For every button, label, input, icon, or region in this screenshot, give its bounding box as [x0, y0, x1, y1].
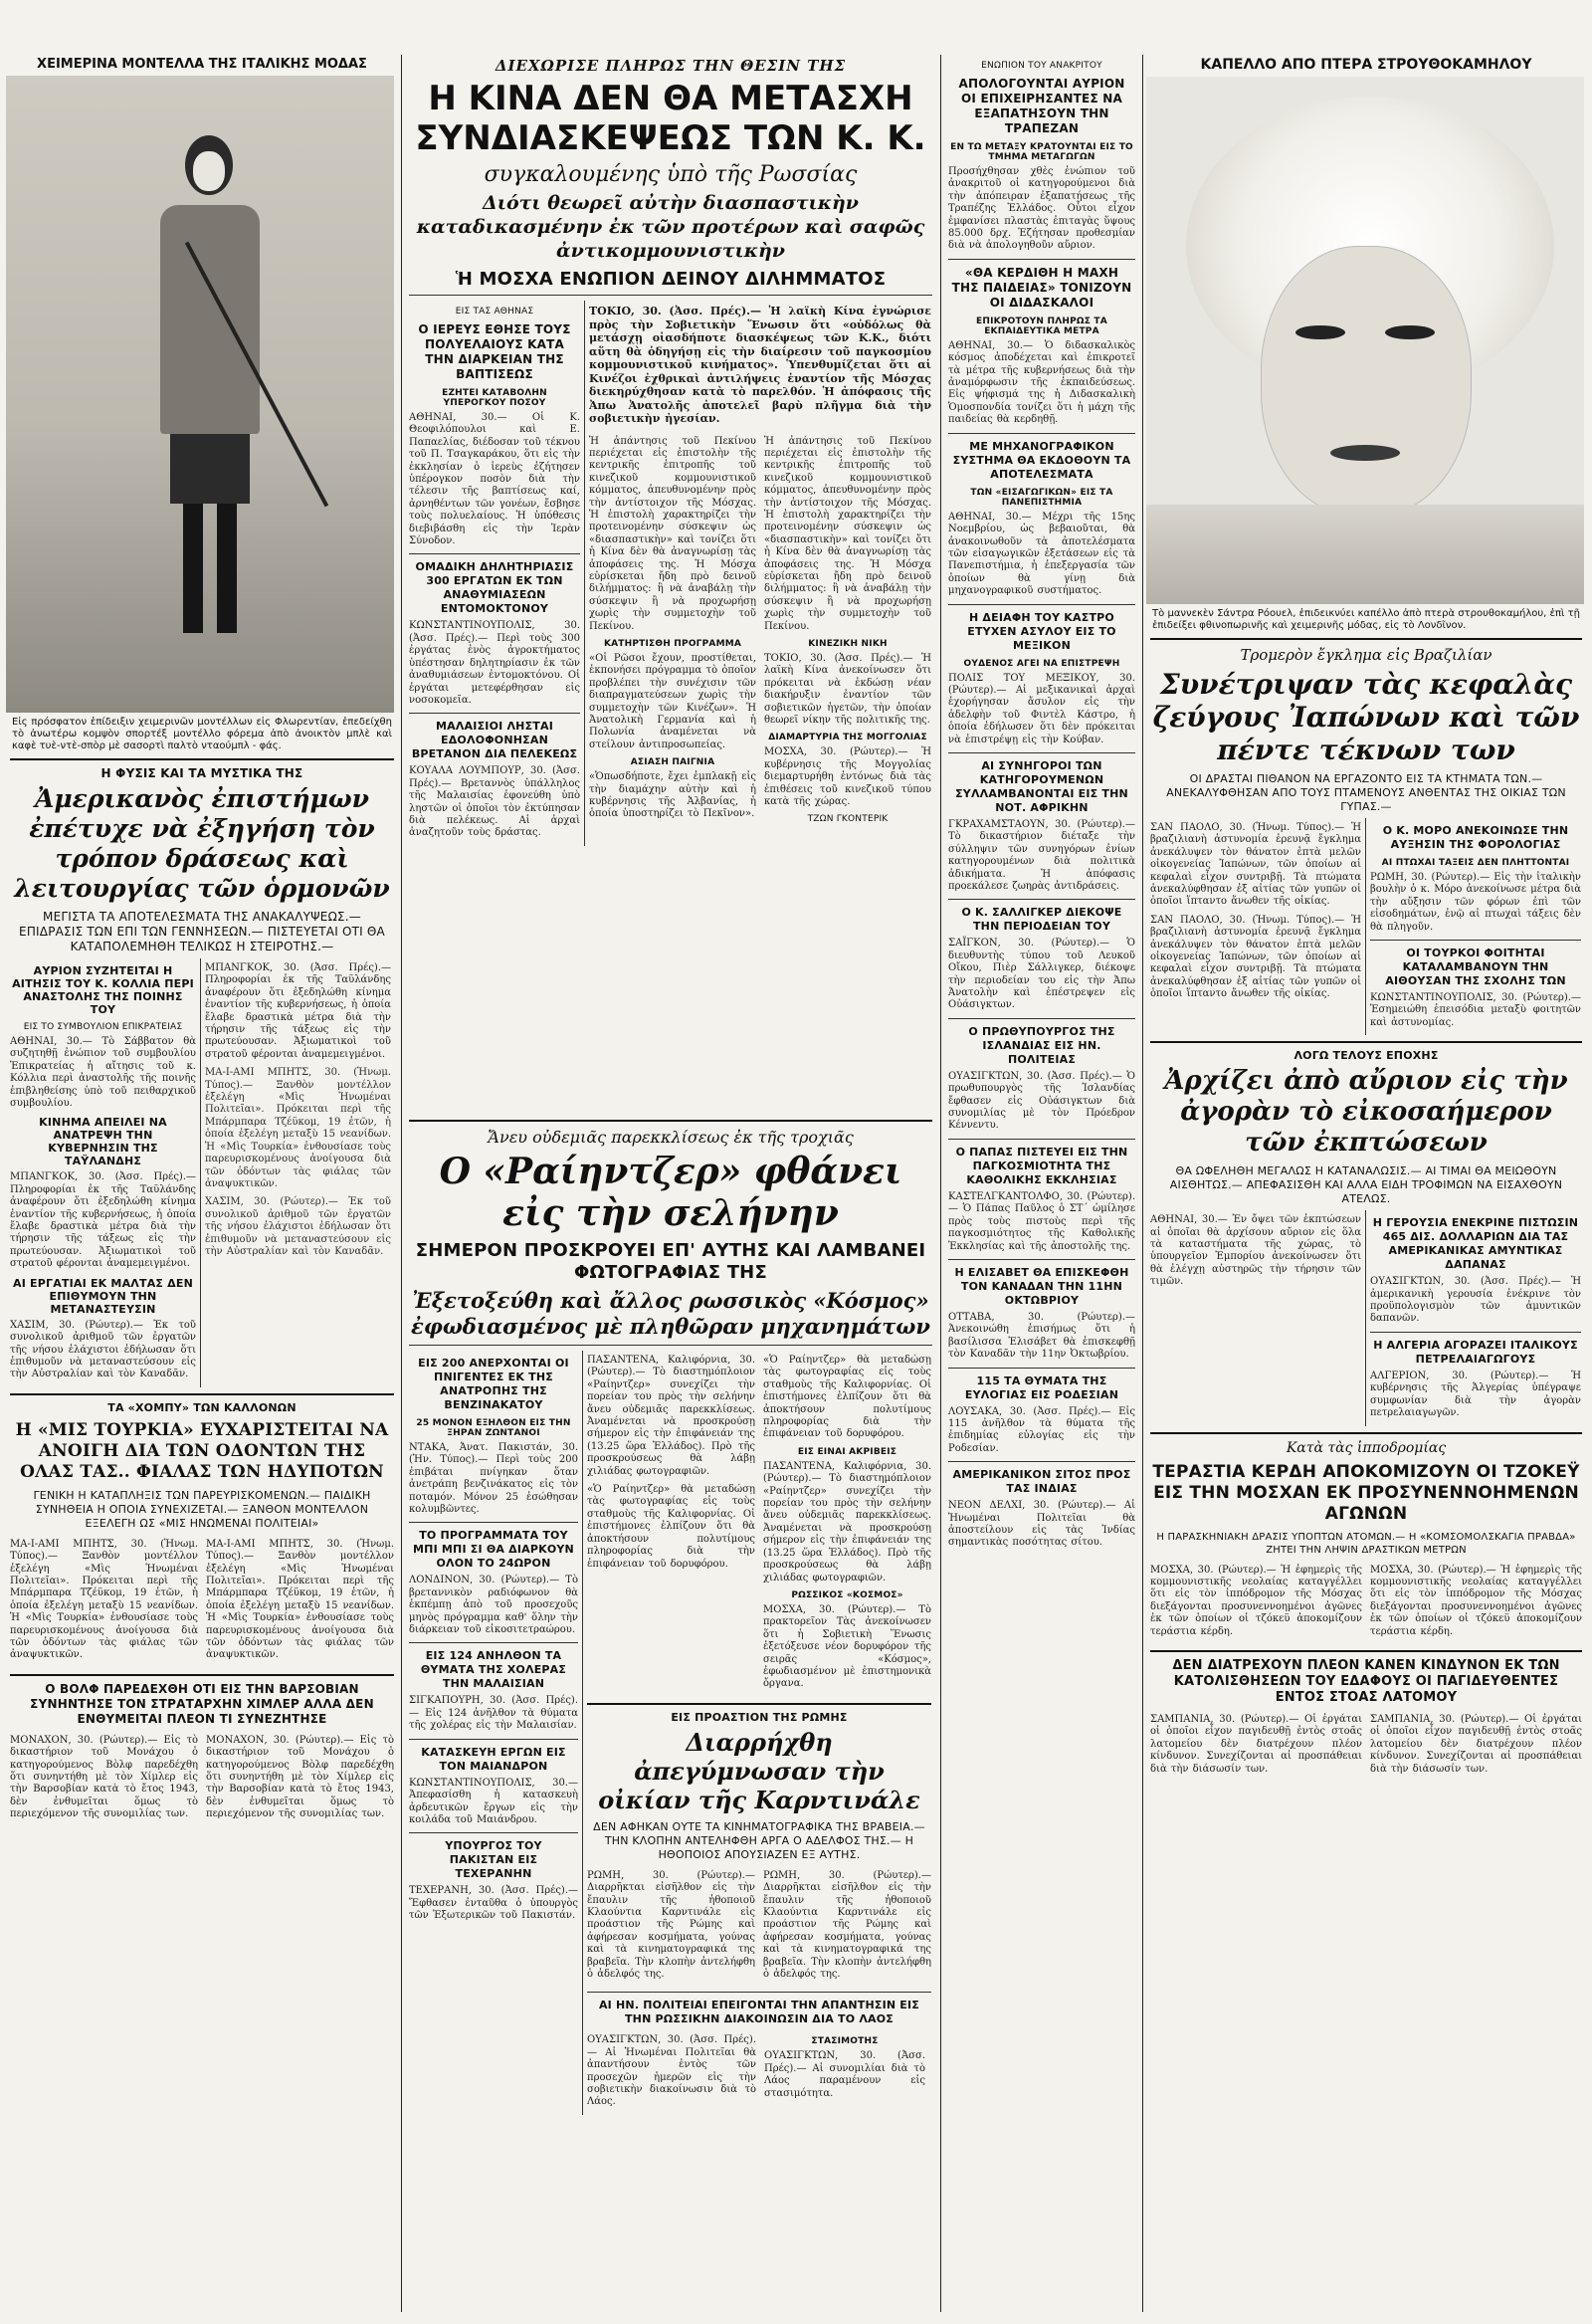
- column-rule: [401, 55, 402, 2312]
- wolff-body-cont: ΜΟΝΑΧΟΝ, 30. (Ρώυτερ).— Εἰς τὸ δικαστήριον τοῦ Μονάχου ὁ κατηγορούμενος Βὸλφ παρεδέχθη ὅτι συνηντήθη μὲ τὸν Χίμλερ εἰς τὴν Βαρσοβίαν κατὰ τὸ ἔτος 1943, δὲν ἐνθυμεῖται ὅμως τὸ περιεχόμενον τῆς συνομιλίας των.: [206, 1734, 394, 1820]
- moro-sub: ΑΙ ΠΤΩΧΑΙ ΤΑΞΕΙΣ ΔΕΝ ΠΛΗΤΤΟΝΤΑΙ: [1381, 858, 1570, 868]
- elizabeth-body: ΟΤΤΑΒΑ, 30. (Ρώυτερ).— Ἀνεκοινώθη ἐπισήμως ὅτι ἡ βασίλισσα Ἐλισάβετ θὰ ἐπισκεφθῇ τὸν Καναδᾶν τὴν 11ην Ὀκτωβρίου.: [948, 1311, 1135, 1361]
- malaysia-headline: ΜΑΛΑΙΣΙΟΙ ΛΗΣΤΑΙ ΕΔΟΛΟΦΟΝΗΣΑΝ ΒΡΕΤΑΝΟΝ ΔΙΑ ΠΕΛΕΚΕΩΣ: [411, 720, 578, 761]
- asia-games-body: «Ὁπωσδήποτε, ἔχει ἐμπλακῇ εἰς τὴν διαμάχην αὐτὴν καὶ ἡ κυβέρνησις τῆς Ἀλβανίας, ἡ ὁποία ὑποστηρίζει τὸ Πεκῖνον».: [589, 771, 756, 820]
- exams-sub: ΤΩΝ «ΕΙΣΑΓΩΓΙΚΩΝ» ΕΙΣ ΤΑ ΠΑΝΕΠΙΣΤΗΜΙΑ: [970, 487, 1113, 508]
- pakistan-headline: ΥΠΟΥΡΓΟΣ ΤΟΥ ΠΑΚΙΣΤΑΝ ΕΙΣ ΤΕΧΕΡΑΝΗΝ: [445, 1839, 542, 1881]
- ranger-sub2: Ἐξετοξεύθη καὶ ἄλλος ρωσσικὸς «Κόσμος» ἐφωδιασμένος μὲ πληθῶραν μηχανημάτων: [411, 1288, 930, 1339]
- pakistan-body: ΤΕΧΕΡΑΝΗ, 30. (Ἀσσ. Πρές).— Ἔφθασεν ἐνταῦθα ὁ ὑπουργὸς τῶν Ἐξωτερικῶν τοῦ Πακιστάν.: [409, 1885, 578, 1922]
- cardinale-headline: Διαρρήχθη ἀπεγύμνωσαν τὴν οἰκίαν τῆς Καρντινάλε: [598, 1727, 920, 1814]
- iceland-body: ΟΥΑΣΙΓΚΤΩΝ, 30. (Ἀσσ. Πρές).— Ὁ πρωθυπουργὸς τῆς Ἰσλανδίας ἔφθασεν εἰς Οὐάσιγκτων διὰ συνομιλίας μὲ τὸν Πρόεδρον Κέννεντυ.: [948, 1070, 1135, 1132]
- hat-title: ΚΑΠΕΛΛΟ ΑΠΟ ΠΤΕΡΑ ΣΤΡΟΥΘΟΚΑΜΗΛΟΥ: [1200, 57, 1532, 73]
- pope-headline: Ο ΠΑΠΑΣ ΠΙΣΤΕΥΕΙ ΕΙΣ ΤΗΝ ΠΑΓΚΟΣΜΙΟΤΗΤΑ ΤΗΣ ΚΑΘΟΛΙΚΗΣ ΕΚΚΛΗΣΙΑΣ: [955, 1145, 1128, 1186]
- priest-headline: Ο ΙΕΡΕΥΣ ΕΘΗΣΕ ΤΟΥΣ ΠΟΛΥΕΛΑΙΟΥΣ ΚΑΤΑ ΤΗΝ ΔΙΑΡΚΕΙΑΝ ΤΗΣ ΒΑΠΤΙΣΕΩΣ: [418, 322, 571, 381]
- china-sub3: Ἡ ΜΟΣΧΑ ΕΝΩΠΙΟΝ ΔΕΙΝΟΥ ΔΙΛΗΜΜΑΤΟΣ: [455, 269, 887, 290]
- priest-sub: ΕΖΗΤΕΙ ΚΑΤΑΒΟΛΗΝ ΥΠΕΡΟΓΚΟΥ ΠΟΣΟΥ: [442, 388, 547, 408]
- ranger-body2: «Ὁ Ραίηντζερ» θὰ μεταδώσῃ τὰς φωτογραφίας εἰς τοὺς σταθμοὺς τῆς Καλιφορνίας. Οἱ ἐπιστήμονες ἐλπίζουν ὅτι θὰ ἀποκτήσουν πολυτίμους πληροφορίας διὰ τὴν ἐπιφάνειαν τοῦ δορυφόρου.: [587, 1484, 755, 1570]
- cardinale-deck: ΔΕΝ ΑΦΗΚΑΝ ΟΥΤΕ ΤΑ ΚΙΝΗΜΑΤΟΓΡΑΦΙΚΑ ΤΗΣ ΒΡΑΒΕΙΑ.— ΤΗΝ ΚΛΟΠΗΝ ΑΝΤΕΛΗΦΘΗ ΑΡΓΑ Ο ΑΔΕΛΦΟΣ ΤΗΣ.— Η ΗΘΟΠΟΙΟΣ ΑΠΟΥΣΙΑΖΕΝ ΕΞ ΑΥΤΗΣ.: [593, 1819, 925, 1861]
- brazil-headline: Συνέτριψαν τὰς κεφαλὰς ζεύγους Ἰαπώνων καὶ τῶν πέντε τέκνων των: [1152, 668, 1580, 766]
- bbc-headline: ΤΟ ΠΡΟΓΡΑΜΜΑΤΑ ΤΟΥ ΜΠΙ ΜΠΙ ΣΙ ΘΑ ΔΙΑΡΚΟΥΝ ΟΛΟΝ ΤΟ 24ΩΡΟΝ: [413, 1529, 574, 1571]
- hormones-deck: ΜΕΓΙΣΤΑ ΤΑ ΑΠΟΤΕΛΕΣΜΑΤΑ ΤΗΣ ΑΝΑΚΑΛΥΨΕΩΣ.— ΕΠΙΔΡΑΣΙΣ ΤΩΝ ΕΠΙ ΤΩΝ ΓΕΝΝΗΣΕΩΝ.— ΠΙΣΤΕΥΕΤΑΙ ΟΤΙ ΘΑ ΚΑΤΑΠΟΛΕΜΗΘΗ ΤΕΛΙΚΩΣ Η ΣΤΕΙΡΟΤΗΣ.—: [19, 910, 385, 953]
- stagnation-kicker: ΣΤΑΣΙΜΟΤΗΣ: [811, 2036, 879, 2047]
- accurate-kicker: ΕΙΣ ΕΙΝΑΙ ΑΚΡΙΒΕΙΣ: [797, 1446, 897, 1457]
- miss-turkey-body-cont: ΜΑ-Ι-ΑΜΙ ΜΠΗΤΣ, 30. (Ἡνωμ. Τύπος).— Ξανθὸν μοντέλλον ἐξελέγη «Μὶς Ἡνωμέναι Πολιτεῖαι». Πρόκειται περὶ τῆς Μπάρμπαρα Τζέϋκομ, 19 ἐτῶν, ἡ ὁποία ἐξελέγη μεταξὺ 15 νεανίδων. Ἡ «Μὶς Τουρκία» ἐνθουσίασε τοὺς παρευρισκομένους ἀνοίγουσα διὰ τῶν ὀδόντων τὰς φιάλας τῶν ἀναψυκτικῶν.: [206, 1538, 394, 1661]
- hormones-body-cont2: ΧΑΣΙΜ, 30. (Ρώυτερ).— Ἐκ τοῦ συνολικοῦ ἀριθμοῦ τῶν ἐργατῶν τῆς νήσου ἐλάχιστοι ἐδήλωσαν ὅτι ἐπιθυμοῦν νὰ μεταναστεύσουν εἰς τὴν Αὐστραλίαν καὶ τὸν Καναδᾶν.: [205, 1196, 391, 1257]
- brazil-body-cont: ΣΑΝ ΠΑΟΛΟ, 30. (Ἡνωμ. Τύπος).— Ἡ βραζιλιανὴ ἀστυνομία ἐρευνᾷ ἔγκλημα ἀνεκάλυψεν τὸν θάνατον ἑπτὰ μελῶν οἰκογενείας Ἰαπώνων, τῶν ὁποίων αἱ κεφαλαὶ εἶχον συντριβῇ. Τὰ πτώματα ἀνεκαλύφθησαν ἐξ αἰτίας τῶν γυπῶν οἱ ὁποῖοι ἵπταντο ἄνωθεν τῆς οἰκίας.: [1150, 914, 1361, 1000]
- kollias-headline: ΑΥΡΙΟΝ ΣΥΖΗΤΕΙΤΑΙ Η ΑΙΤΗΣΙΣ ΤΟΥ Κ. ΚΟΛΛΙΑ ΠΕΡΙ ΑΝΑΣΤΟΛΗΣ ΤΗΣ ΠΟΙΝΗΣ ΤΟΥ: [12, 964, 194, 1016]
- fashion-title: ΧΕΙΜΕΡΙΝΑ ΜΟΝΤΕΛΛΑ ΤΗΣ ΙΤΑΛΙΚΗΣ ΜΟΔΑΣ: [37, 57, 367, 72]
- china-kicker: ΔΙΕΧΩΡΙΣΕ ΠΛΗΡΩΣ ΤΗΝ ΘΕΣΙΝ ΤΗΣ: [495, 57, 847, 75]
- bank-body: Προσήχθησαν χθὲς ἐνώπιον τοῦ ἀνακριτοῦ οἱ κατηγορούμενοι διὰ τὴν ἀπόπειραν ἐξαπατήσεως τῆς Τραπέζης Ἑλλάδος. Οὗτοι εἶχον ἐμφανίσει πλαστὰς ἐπιταγὰς ὕψους 85.000 δρχ. Ἐζήτησαν προθεσμίαν διὰ νὰ ἀπολογηθοῦν αὔριον.: [948, 166, 1135, 252]
- students-headline: ΟΙ ΤΟΥΡΚΟΙ ΦΟΙΤΗΤΑΙ ΚΑΤΑΛΑΜΒΑΝΟΥΝ ΤΗΝ ΑΙΘΟΥΣΑΝ ΤΗΣ ΣΧΟΛΗΣ ΤΩΝ: [1385, 947, 1566, 988]
- china-sub2: Διότι θεωρεῖ αὐτὴν διασπαστικὴν καταδικασμένην ἐκ τῶν προτέρων καὶ σαφῶς ἀντικομμουνιστικὴν: [416, 192, 925, 262]
- mongolia-body: ΜΟΣΧΑ, 30. (Ρώυτερ).— Ἡ κυβέρνησις τῆς Μογγολίας διεμαρτυρήθη ἐντόνως διὰ τὰς ἐπιθέσεις τοῦ κινεζικοῦ τύπου κατὰ τῆς χώρας.: [764, 746, 931, 808]
- sales-kicker: ΛΟΓΩ ΤΕΛΟΥΣ ΕΠΟΧΗΣ: [1294, 1049, 1439, 1063]
- model-face-icon: [1261, 246, 1472, 517]
- priest-kicker: ΕΙΣ ΤΑΣ ΑΘΗΝΑΣ: [455, 307, 534, 317]
- moro-body: ΡΩΜΗ, 30. (Ρώυτερ).— Εἰς τὴν ἰταλικὴν βουλὴν ὁ κ. Μόρο ἀνεκοίνωσε μέτρα διὰ τὴν αὔξησιν τῶν φόρων ἐπὶ τῶν εἰσοδημάτων, ἐνῷ αἱ πτωχαὶ τάξεις δὲν θὰ πληγοῦν.: [1370, 872, 1581, 933]
- sales-headline: Ἀρχίζει ἀπὸ αὔριον εἰς τὴν ἀγορὰν τὸ εἰκοσαήμερον τῶν ἐκπτώσεων: [1164, 1066, 1568, 1159]
- china-body: Ἡ ἀπάντησις τοῦ Πεκίνου περιέχεται εἰς ἐπιστολὴν τῆς κεντρικῆς ἐπιτροπῆς τοῦ κινεζικοῦ κομμουνιστικοῦ κόμματος, ἀπευθυνομένην πρὸς τὴν ἀντίστοιχον τῆς Μόσχας. Ἡ ἐπιστολὴ χαρακτηρίζει τὴν προτεινομένην σύσκεψιν ὡς «διασπαστικὴν» καὶ τονίζει ὅτι ἡ Κίνα δὲν θὰ ἀναγνωρίσῃ τὰς ἀποφάσεις της. Ἡ Μόσχα εὑρίσκεται ἤδη πρὸ δεινοῦ διλήμματος: ἢ νὰ ἀναβάλῃ τὴν σύσκεψιν ἢ νὰ προχωρήσῃ χωρὶς τὴν συμμετοχὴν τοῦ Πεκίνου.: [589, 435, 756, 632]
- cardinale-kicker: ΕΙΣ ΠΡΟΑΣΤΙΟΝ ΤΗΣ ΡΩΜΗΣ: [671, 1710, 848, 1724]
- smallpox-body: ΛΟΥΣΑΚΑ, 30. (Ἀσσ. Πρές).— Εἰς 115 ἀνῆλθον τὰ θύματα τῆς ἐπιδημίας εὐλογίας εἰς τὴν Ροδεσίαν.: [948, 1405, 1135, 1454]
- column-rule: [1142, 55, 1143, 2312]
- iceland-headline: Ο ΠΡΩΘΥΠΟΥΡΓΟΣ ΤΗΣ ΙΣΛΑΝΔΙΑΣ ΕΙΣ ΗΝ. ΠΟΛΙΤΕΙΑΣ: [968, 1024, 1115, 1066]
- miss-turkey-headline: Η «ΜΙΣ ΤΟΥΡΚΙΑ» ΕΥΧΑΡΙΣΤΕΙΤΑΙ ΝΑ ΑΝΟΙΓΗ ΔΙΑ ΤΩΝ ΟΔΟΝΤΩΝ ΤΗΣ ΟΛΑΣ ΤΑΣ.. ΦΙΑΛΑΣ ΤΩΝ ΗΔΥΠΟΤΩΝ: [15, 1419, 389, 1482]
- ranger-kicker: Ἄνευ οὐδεμιᾶς παρεκκλίσεως ἐκ τῆς τροχιᾶς: [488, 1128, 854, 1147]
- chinese-victory-kicker: ΚΙΝΕΖΙΚΗ ΝΙΚΗ: [808, 639, 888, 649]
- boat-headline: ΕΙΣ 200 ΑΝΕΡΧΟΝΤΑΙ ΟΙ ΠΝΙΓΕΝΤΕΣ ΕΚ ΤΗΣ ΑΝΑΤΡΟΠΗΣ ΤΗΣ ΒΕΝΖΙΝΑΚΑΤΟΥ: [418, 1357, 569, 1411]
- castro-headline: Η ΔΕΙΑΦΗ ΤΟΥ ΚΑΣΤΡΟ ΕΤΥΧΕΝ ΑΣΥΛΟΥ ΕΙΣ ΤΟ ΜΕΞΙΚΟΝ: [967, 610, 1116, 652]
- maiandros-headline: ΚΑΤΑΣΚΕΥΗ ΕΡΓΩΝ ΕΙΣ ΤΟΝ ΜΑΙΑΝΔΡΟΝ: [421, 1745, 566, 1773]
- fashion-caption: Εἰς πρόσφατον ἐπίδειξιν χειμερινῶν μοντέλλων εἰς Φλωρεντίαν, ἐπεδείχθη τὸ ἀνωτέρω κομψὸν σπορτέξ μοντέλλο φόρεμα ἀπὸ ἀνοικτὸν μπλὲ καὶ καφὲ τυὲ-ντὲ-σπὸρ μὲ σασορτὶ παλτὸ νταούμπλ - φάς.: [12, 717, 392, 751]
- sales-body: ΑΘΗΝΑΙ, 30.— Ἐν ὄψει τῶν ἐκπτώσεων αἱ ὁποῖαι θὰ ἀρχίσουν αὔριον εἰς ὅλα τὰ καταστήματα τῆς χώρας, τὸ ὑπουργεῖον Ἐμπορίου ἀνεκοίνωσεν ὅτι θὰ ἐλέγχῃ αὐστηρῶς τὴν τήρησιν τῶν τιμῶν.: [1150, 1214, 1361, 1288]
- thailand-headline: ΚΙΝΗΜΑ ΑΠΕΙΛΕΙ ΝΑ ΑΝΑΤΡΕΨΗ ΤΗΝ ΚΥΒΕΡΝΗΣΙΝ ΤΗΣ ΤΑΫΛΑΝΔΗΣ: [39, 1116, 167, 1168]
- column-right: [1146, 55, 1586, 2312]
- moro-headline: Ο Κ. ΜΟΡΟ ΑΝΕΚΟΙΝΩΣΕ ΤΗΝ ΑΥΞΗΣΙΝ ΤΗΣ ΦΟΡΟΛΟΓΙΑΣ: [1382, 824, 1569, 851]
- algeria-headline: Η ΑΛΓΕΡΙΑ ΑΓΟΡΑΖΕΙ ΙΤΑΛΙΚΟΥΣ ΠΕΤΡΕΛΑΙΑΓΩΓΟΥΣ: [1373, 1338, 1578, 1366]
- program-kicker: ΚΑΤΗΡΤΙΣΘΗ ΠΡΟΓΡΑΜΜΑ: [603, 639, 742, 649]
- kosmos-body: ΜΟΣΧΑ, 30. (Ρώυτερ).— Τὸ πρακτορεῖον Τὰς ἀνεκοίνωσεν ὅτι ἡ Σοβιετικὴ Ἕνωσις ἐξετόξευσε νέον δορυφόρον τῆς σειρᾶς «Κόσμος», ἐφωδιασμένον μὲ ἐπιστημονικὰ ὄργανα.: [763, 1603, 931, 1690]
- section-kicker: Η ΦΥΣΙΣ ΚΑΙ ΤΑ ΜΥΣΤΙΚΑ ΤΗΣ: [100, 766, 303, 780]
- quarry-body-cont: ΣΑΜΠΑΝΙΑ, 30. (Ρώυτερ).— Οἱ ἐργάται οἱ ὁποῖοι εἶχον παγιδευθῇ ἐντὸς στοᾶς λατομείου δὲν διατρέχουν πλέον κίνδυνον. Συνεχίζονται αἱ προσπάθειαι διὰ τὴν διάσωσίν των.: [1370, 1713, 1582, 1775]
- senate-body: ΟΥΑΣΙΓΚΤΩΝ, 30. (Ἀσσ. Πρές).— Ἡ ἀμερικανικὴ γερουσία ἐνέκρινε τὸν προϋπολογισμὸν τῶν ἀμυντικῶν δαπανῶν.: [1370, 1276, 1581, 1325]
- priest-body: ΑΘΗΝΑΙ, 30.— Οἱ Κ. Θεοφιλόπουλοι καὶ Ε. Παπαελίας, διέδοσαν τοῦ τέκνου τοῦ Π. Τσαγκαράκου, ὅτι εἰς τὴν ἐκκλησίαν ὁ ἱερεὺς ἐζήτησεν ὑπέρογκον ποσὸν διὰ τὴν τέλεσιν τῆς βαπτίσεως καί, ἀρνηθέντων τῶν γονέων, ἔσβησε τοὺς πολυελαίους. Ἡ ὑπόθεσις διεβιβάσθη εἰς τὴν Ἱερὰν Σύνοδον.: [409, 412, 580, 547]
- brazil-deck: ΟΙ ΔΡΑΣΤΑΙ ΠΙΘΑΝΟΝ ΝΑ ΕΡΓΑΖΟΝΤΟ ΕΙΣ ΤΑ ΚΤΗΜΑΤΑ ΤΩΝ.— ΑΝΕΚΑΛΥΦΘΗΣΑΝ ΑΠΟ ΤΟΥΣ ΠΤΑΜΕΝΟΥΣ ΑΝΘΕΝΤΑΣ ΤΗΣ ΟΙΚΙΑΣ ΤΩΝ ΓΥΠΑΣ.—: [1166, 772, 1566, 813]
- quarry-body: ΣΑΜΠΑΝΙΑ, 30. (Ρώυτερ).— Οἱ ἐργάται οἱ ὁποῖοι εἶχον παγιδευθῇ ἐντὸς στοᾶς λατομείου δὲν διατρέχουν πλέον κίνδυνον. Συνεχίζονται αἱ προσπάθειαι διὰ τὴν διάσωσίν των.: [1150, 1713, 1362, 1775]
- cardinale-body-cont: ΡΩΜΗ, 30. (Ρώυτερ).— Διαρρῆκται εἰσῆλθον εἰς τὴν ἔπαυλιν τῆς ἠθοποιοῦ Κλαούντια Καρντινάλε εἰς προάστιον τῆς Ρώμης καὶ ἀφήρεσαν κοσμήματα, γούνας καὶ τὰ κινηματογραφικά της βραβεῖα. Τὴν κλοπὴν ἀντελήφθη ὁ ἀδελφός της.: [763, 1869, 931, 1980]
- jockey-kicker: Κατὰ τὰς ἱπποδρομίας: [1286, 1439, 1447, 1456]
- wolff-body: ΜΟΝΑΧΟΝ, 30. (Ρώυτερ).— Εἰς τὸ δικαστήριον τοῦ Μονάχου ὁ κατηγορούμενος Βὸλφ παρεδέχθη ὅτι συνηντήθη μὲ τὸν Χίμλερ εἰς τὴν Βαρσοβίαν κατὰ τὸ ἔτος 1943, δὲν ἐνθυμεῖται ὅμως τὸ περιεχόμενον τῆς συνομιλίας των.: [10, 1734, 198, 1820]
- senate-headline: Η ΓΕΡΟΥΣΙΑ ΕΝΕΚΡΙΝΕ ΠΙΣΤΩΣΙΝ 465 ΔΙΣ. ΔΟΛΛΑΡΙΩΝ ΔΙΑ ΤΑΣ ΑΜΕΡΙΚΑΝΙΚΑΣ ΑΜΥΝΤΙΚΑΣ ΔΑΠΑΝΑΣ: [1372, 1216, 1579, 1272]
- miss-turkey-body: ΜΑ-Ι-ΑΜΙ ΜΠΗΤΣ, 30. (Ἡνωμ. Τύπος).— Ξανθὸν μοντέλλον ἐξελέγη «Μὶς Ἡνωμέναι Πολιτεῖαι». Πρόκειται περὶ τῆς Μπάρμπαρα Τζέϋκομ, 19 ἐτῶν, ἡ ὁποία ἐξελέγη μεταξὺ 15 νεανίδων. Ἡ «Μὶς Τουρκία» ἐνθουσίασε τοὺς παρευρισκομένους ἀνοίγουσα διὰ τῶν ὀδόντων τὰς φιάλας τῶν ἀναψυκτικῶν.: [10, 1538, 198, 1661]
- malta-body: ΧΑΣΙΜ, 30. (Ρώυτερ).— Ἐκ τοῦ συνολικοῦ ἀριθμοῦ τῶν ἐργατῶν τῆς νήσου ἐλάχιστοι ἐδήλωσαν ὅτι ἐπιθυμοῦν νὰ μεταναστεύσουν εἰς τὴν Αὐστραλίαν καὶ τὸν Καναδᾶν.: [10, 1319, 196, 1380]
- teachers-body: ΑΘΗΝΑΙ, 30.— Ὁ διδασκαλικὸς κόσμος ἀποδέχεται καὶ ἐπικροτεῖ τὰ μέτρα τῆς κυβερνήσεως διὰ τὴν ἀναμόρφωσιν τῆς ἐκπαιδεύσεως. Εἰς ψήφισμά της ἡ Διδασκαλικὴ Ὁμοσπονδία τονίζει ὅτι ἡ μάχη τῆς παιδείας θὰ κερδηθῇ.: [948, 339, 1135, 426]
- sales-deck: ΘΑ ΩΦΕΛΗΘΗ ΜΕΓΑΛΩΣ Η ΚΑΤΑΝΑΛΩΣΙΣ.— ΑΙ ΤΙΜΑΙ ΘΑ ΜΕΙΩΘΟΥΝ ΑΙΣΘΗΤΩΣ.— ΑΠΕΦΑΣΙΣΘΗ ΚΑΙ ΑΛΛΑ ΕΙΔΗ ΤΡΟΦΙΜΩΝ ΝΑ ΕΙΣΑΧΘΟΥΝ ΑΤΕΛΩΣ.: [1169, 1164, 1563, 1206]
- wheat-headline: ΑΜΕΡΙΚΑΝΙΚΟΝ ΣΙΤΟΣ ΠΡΟΣ ΤΑΣ ΙΝΔΙΑΣ: [952, 1468, 1131, 1496]
- hormones-body-cont: ΜΑ-Ι-ΑΜΙ ΜΠΗΤΣ, 30. (Ἡνωμ. Τύπος).— Ξανθὸν μοντέλλον ἐξελέγη «Μὶς Ἡνωμέναι Πολιτεῖαι». Πρόκειται περὶ τῆς Μπάρμπαρα Τζέϋκομ, 19 ἐτῶν, ἡ ὁποία ἐξελέγη μεταξὺ 15 νεανίδων. Ἡ «Μὶς Τουρκία» ἐνθουσίασε τοὺς παρευρισκομένους ἀνοίγουσα διὰ τῶν ὀδόντων τὰς φιάλας τῶν ἀναψυκτικῶν.: [205, 1067, 391, 1189]
- brazil-body: ΣΑΝ ΠΑΟΛΟ, 30. (Ἡνωμ. Τύπος).— Ἡ βραζιλιανὴ ἀστυνομία ἐρευνᾷ ἔγκλημα ἀνεκάλυψεν τὸν θάνατον ἑπτὰ μελῶν οἰκογενείας Ἰαπώνων, τῶν ὁποίων αἱ κεφαλαὶ εἶχον συντριβῇ. Τὰ πτώματα ἀνεκαλύφθησαν ἐξ αἰτίας τῶν γυπῶν οἱ ὁποῖοι ἵπταντο ἄνωθεν τῆς οἰκίας.: [1150, 822, 1361, 908]
- laos-headline: ΑΙ ΗΝ. ΠΟΛΙΤΕΙΑΙ ΕΠΕΙΓΟΝΤΑΙ ΤΗΝ ΑΠΑΝΤΗΣΙΝ ΕΙΣ ΤΗΝ ΡΩΣΣΙΚΗΝ ΔΙΑΚΟΙΝΩΣΙΝ ΔΙΑ ΤΟ ΛΑΟΣ: [598, 1999, 920, 2026]
- boat-body: ΝΤΑΚΑ, Ἀνατ. Πακιστάν, 30. (Ἡν. Τύπος).— Περὶ τοὺς 200 ἐπιβάται πνίγηκαν ὅταν ἀνετράπη βενζινάκατος εἰς τὸν ποταμόν. Μόνον 25 ἐσώθησαν κολυμβῶντες.: [409, 1442, 578, 1516]
- bank-sub: ΕΝ ΤΩ ΜΕΤΑΞΥ ΚΡΑΤΟΥΝΤΑΙ ΕΙΣ ΤΟ ΤΜΗΜΑ ΜΕΤΑΓΩΓΩΝ: [950, 142, 1133, 162]
- column-center-lower: [405, 1120, 936, 2312]
- column-rule: [940, 55, 941, 2312]
- bbc-body: ΛΟΝΔΙΝΟΝ, 30. (Ρώυτερ).— Τὸ βρεταννικὸν ραδιόφωνον θὰ ἐκπέμπῃ ἀπὸ τοῦ προσεχοῦς μηνὸς πρόγραμμα καθ' ὅλην τὴν διάρκειαν τοῦ εἰκοσιτετραώρου.: [409, 1575, 578, 1636]
- malaysia-body: ΚΟΥΑΛΑ ΛΟΥΜΠΟΥΡ, 30. (Ἀσσ. Πρές).— Βρεταννὸς ὑπάλληλος τῆς Μαλαισίας ἐφονεύθη ὑπὸ ληστῶν οἱ ὁποῖοι τὸν ἐκτύπησαν διὰ πελέκεως. Αἱ ἀρχαὶ ἀναζητοῦν τοὺς δράστας.: [409, 765, 580, 839]
- maiandros-body: ΚΩΝΣΤΑΝΤΙΝΟΥΠΟΛΙΣ, 30.— Ἀπεφασίσθη ἡ κατασκευὴ ἀρδευτικῶν ἔργων εἰς τὴν κοιλάδα τοῦ Μαιάνδρου.: [409, 1777, 578, 1825]
- algeria-body: ΑΛΓΕΡΙΟΝ, 30. (Ρώυτερ).— Ἡ κυβέρνησις τῆς Ἀλγερίας ὑπέγραψε συμφωνίαν διὰ τὴν ἀγορὰν πετρελαιαγωγῶν.: [1370, 1370, 1581, 1419]
- thailand-body: ΜΠΑΝΓΚΟΚ, 30. (Ἀσσ. Πρές).— Πληροφορίαι ἐκ τῆς Ταϋλάνδης ἀναφέρουν ὅτι ἐξεδηλώθη κίνημα ἐναντίον τῆς κυβερνήσεως, ἡ ὁποία ἔλαβε δραστικὰ μέτρα διὰ τὴν τήρησιν τῆς τάξεως εἰς τὴν πρωτεύουσαν. Ἀξιωματικοὶ τοῦ στρατοῦ φέρονται ἀναμεμειγμένοι.: [10, 1171, 196, 1270]
- jockey-body-cont: ΜΟΣΧΑ, 30. (Ρώυτερ).— Ἡ ἐφημερὶς τῆς κομμουνιστικῆς νεολαίας καταγγέλλει ὅτι εἰς τὸν ἱππόδρομον τῆς Μόσχας διεξάγονται προσυνεννοημένοι ἀγῶνες ἐκ τῶν ὁποίων οἱ τζόκεϋ ἀποκομίζουν τεράστια κέρδη.: [1370, 1564, 1582, 1637]
- smallpox-headline: 115 ΤΑ ΘΥΜΑΤΑ ΤΗΣ ΕΥΛΟΓΙΑΣ ΕΙΣ ΡΟΔΕΣΙΑΝ: [964, 1373, 1119, 1401]
- quarry-headline: ΔΕΝ ΔΙΑΤΡΕΧΟΥΝ ΠΛΕΟΝ ΚΑΝΕΝ ΚΙΝΔΥΝΟΝ ΕΚ ΤΩΝ ΚΑΤΟΛΙΣΘΗΣΕΩΝ ΤΟΥ ΕΔΑΦΟΥΣ ΟΙ ΠΑΓΙΔΕΥΘΕΝΤΕΣ ΕΝΤΟΣ ΣΤΟΑΣ ΛΑΤΟΜΟΥ: [1172, 1657, 1560, 1705]
- poisoning-headline: ΟΜΑΔΙΚΗ ΔΗΛΗΤΗΡΙΑΣΙΣ 300 ΕΡΓΑΤΩΝ ΕΚ ΤΩΝ ΑΝΑΘΥΜΙΑΣΕΩΝ ΕΝΤΟΜΟΚΤΟΝΟΥ: [415, 560, 574, 616]
- jockey-deck: Η ΠΑΡΑΣΚΗΝΙΑΚΗ ΔΡΑΣΙΣ ΥΠΟΠΤΩΝ ΑΤΟΜΩΝ.— Η «ΚΟΜΣΟΜΟΛΣΚΑΓΙΑ ΠΡΑΒΔΑ» ΖΗΤΕΙ ΤΗΝ ΛΗΨΙΝ ΔΡΑΣΤΙΚΩΝ ΜΕΤΡΩΝ: [1156, 1531, 1576, 1556]
- column-center: [405, 55, 936, 1115]
- cholera-body: ΣΙΓΚΑΠΟΥΡΗ, 30. (Ἀσσ. Πρές).— Εἰς 124 ἀνῆλθον τὰ θύματα τῆς χολέρας εἰς τὴν Μαλαισίαν.: [409, 1695, 578, 1732]
- accurate-body: ΠΑΣΑΝΤΕΝΑ, Καλιφόρνια, 30. (Ρώυτερ).— Τὸ διαστημόπλοιον «Ραίηντζερ» συνεχίζει τὴν πορείαν του πρὸς τὴν σελήνην ἄνευ οὐδεμιᾶς παρεκκλίσεως. Ἀναμένεται νὰ προσκρούσῃ σήμερον εἰς τὴν ἐπιφάνειάν της (13.25 ὥρα Ἑλλάδος). Πρὸ τῆς προσκρούσεως θὰ λάβῃ χιλιάδας φωτογραφιῶν.: [763, 1460, 931, 1584]
- chinese-victory-body: ΤΟΚΙΟ, 30. (Ἀσσ. Πρές).— Ἡ λαϊκὴ Κίνα ἀνεκοίνωσεν ὅτι πρόκειται νὰ ἐκδώσῃ νέαν διακήρυξιν ἐναντίον τῶν σοβιετικῶν ἡγετῶν, τὴν ὁποίαν θεωρεῖ νίκην τῆς πολιτικῆς της.: [764, 653, 931, 727]
- exams-headline: ΜΕ ΜΗΧΑΝΟΓΡΑΦΙΚΟΝ ΣΥΣΤΗΜΑ ΘΑ ΕΚΔΟΘΟΥΝ ΤΑ ΑΠΟΤΕΛΕΣΜΑΤΑ: [952, 439, 1131, 481]
- poisoning-body: ΚΩΝΣΤΑΝΤΙΝΟΥΠΟΛΙΣ, 30. (Ἀσσ. Πρές).— Περὶ τοὺς 300 ἐργάτας ἐνὸς ἀγροκτήματος ὑπέστησαν δηλητηρίασιν ἐκ τῶν ἀναθυμιάσεων ἐντομοκτόνου. Οἱ ἐργάται μετεφέρθησαν εἰς νοσοκομεῖα.: [409, 620, 580, 706]
- asia-games-kicker: ΑΣΙΑΣΗ ΠΑΙΓΝΙΑ: [630, 757, 715, 768]
- column-center-right: [944, 55, 1139, 2312]
- kollias-sub: ΕΙΣ ΤΟ ΣΥΜΒΟΥΛΙΟΝ ΕΠΙΚΡΑΤΕΙΑΣ: [23, 1022, 183, 1032]
- salinger-body: ΣΑΪΓΚΟΝ, 30. (Ρώυτερ).— Ὁ διευθυντὴς τύπου τοῦ Λευκοῦ Οἴκου, Πιὲρ Σάλλιγκερ, διέκοψε τὴν περιοδείαν του εἰς τὴν Ἀπω Ἀνατολὴν καὶ ἐπέστρεψεν εἰς Οὐάσιγκτων.: [948, 938, 1135, 1011]
- castro-sub: ΟΥΔΕΝΟΣ ΑΓΕΙ ΝΑ ΕΠΙΣΤΡΕΨΗ: [963, 658, 1120, 669]
- miss-turkey-kicker: ΤΑ «ΧΟΜΠΥ» ΤΩΝ ΚΑΛΛΟΝΩΝ: [107, 1400, 297, 1414]
- salinger-headline: Ο Κ. ΣΑΛΛΙΓΚΕΡ ΔΙΕΚΟΨΕ ΤΗΝ ΠΕΡΙΟΔΕΙΑΝ ΤΟΥ: [961, 906, 1122, 934]
- miss-turkey-deck: ΓΕΝΙΚΗ Η ΚΑΤΑΠΛΗΞΙΣ ΤΩΝ ΠΑΡΕΥΡΙΣΚΟΜΕΝΩΝ.— ΠΑΙΔΙΚΗ ΣΥΝΗΘΕΙΑ Η ΟΠΟΙΑ ΣΥΝΕΧΙΖΕΤΑΙ.— ΞΑΝΘΟΝ ΜΟΝΤΕΛΛΟΝ ΕΞΕΛΕΓΗ ΩΣ «ΜΙΣ ΗΝΩΜΕΝΑΙ ΠΟΛΙΤΕΙΑΙ»: [33, 1488, 371, 1530]
- model-figure-icon: [155, 135, 265, 653]
- bank-headline: ΑΠΟΛΟΓΟΥΝΤΑΙ ΑΥΡΙΟΝ ΟΙ ΕΠΙΧΕΙΡΗΣΑΝΤΕΣ ΝΑ ΕΞΑΠΑΤΗΣΟΥΝ ΤΗΝ ΤΡΑΠΕΖΑΝ: [958, 77, 1125, 135]
- china-lead: ΤΟΚΙΟ, 30. (Ἀσσ. Πρές).— Ἡ λαϊκὴ Κίνα ἐγνώρισε πρὸς τὴν Σοβιετικὴν Ἕνωσιν ὅτι «οὐδόλως θὰ μετάσχῃ οἱασδήποτε διασκέψεως τῶν Κ.Κ., διότι αὕτη θὰ ὁδηγήσῃ εἰς τὴν διαίρεσιν τοῦ παγκοσμίου κομμουνιστικοῦ κινήματος». Ὑπενθυμίζεται ὅτι αἱ Κινέζοι ἐχθρικαὶ ἀντιλήψεις ἐναντίον τῆς Μόσχας διεκηρύχθησαν κατὰ τὸ παρελθόν. Ἡ ἀπόφασις τῆς Ἀπω Ἀνατολῆς ἀποτελεῖ βαρὺ πλῆγμα διὰ τὴν σοβιετικὴν ἡγεσίαν.: [589, 305, 931, 425]
- hormones-body: ΜΠΑΝΓΚΟΚ, 30. (Ἀσσ. Πρές).— Πληροφορίαι ἐκ τῆς Ταϋλάνδης ἀναφέρουν ὅτι ἐξεδηλώθη κίνημα ἐναντίον τῆς κυβερνήσεως, ἡ ὁποία ἔλαβε δραστικὰ μέτρα διὰ τὴν τήρησιν τῆς τάξεως εἰς τὴν πρωτεύουσαν. Ἀξιωματικοὶ τοῦ στρατοῦ φέρονται ἀναμεμειγμένοι.: [205, 962, 391, 1060]
- wheat-body: ΝΕΟΝ ΔΕΛΧΙ, 30. (Ρώυτερ).— Αἱ Ἡνωμέναι Πολιτεῖαι θὰ ἀποστείλουν εἰς τὰς Ἰνδίας σημαντικὰς ποσότητας σίτου.: [948, 1500, 1135, 1549]
- fashion-photo: [6, 76, 394, 713]
- pope-body: ΚΑΣΤΕΛΓΚΑΝΤΟΛΦΟ, 30. (Ρώυτερ).— Ὁ Πάπας Παῦλος ὁ ΣΤ΄ ὡμίλησε πρὸς τοὺς πιστοὺς περὶ τῆς παγκοσμιότητος τῆς Καθολικῆς Ἐκκλησίας καὶ τῆς ἀποστολῆς της.: [948, 1190, 1135, 1252]
- safrica-headline: ΑΙ ΣΥΝΗΓΟΡΟΙ ΤΩΝ ΚΑΤΗΓΟΡΟΥΜΕΝΩΝ ΣΥΛΛΑΜΒΑΝΟΝΤΑΙ ΕΙΣ ΤΗΝ ΝΟΤ. ΑΦΡΙΚΗΝ: [955, 758, 1128, 814]
- wolff-headline: Ο ΒΟΛΦ ΠΑΡΕΔΕΧΘΗ ΟΤΙ ΕΙΣ ΤΗΝ ΒΑΡΣΟΒΙΑΝ ΣΥΝΗΝΤΗΣΕ ΤΟΝ ΣΤΡΑΤΑΡΧΗΝ ΧΙΜΛΕΡ ΑΛΛΑ ΔΕΝ ΕΝΘΥΜΕΙΤΑΙ ΠΛΕΟΝ ΤΙ ΣΥΝΕΖΗΤΗΣΕ: [30, 1681, 374, 1726]
- ranger-body-cont: «Ὁ Ραίηντζερ» θὰ μεταδώσῃ τὰς φωτογραφίας εἰς τοὺς σταθμοὺς τῆς Καλιφορνίας. Οἱ ἐπιστήμονες ἐλπίζουν ὅτι θὰ ἀποκτήσουν πολυτίμους πληροφορίας διὰ τὴν ἐπιφάνειαν τοῦ δορυφόρου.: [763, 1355, 931, 1440]
- hat-photo: [1146, 77, 1584, 604]
- teachers-sub: ΕΠΙΚΡΟΤΟΥΝ ΠΛΗΡΩΣ ΤΑ ΕΚΠΑΙΔΕΥΤΙΚΑ ΜΕΤΡΑ: [976, 316, 1107, 336]
- program-body: «Οἱ Ρῶσοι ἔχουν, προστίθεται, ἐκπονήσει πρόγραμμα τὸ ὁποῖον προβλέπει τὴν συνέχισιν τῶν διαπραγματεύσεων χωρὶς τὴν συμμετοχὴν τῶν Κινέζων». Ἡ Ἀνατολικὴ Γερμανία καὶ ἡ Πολωνία ἀναμένεται νὰ στείλουν ἀντιπροσωπείας.: [589, 653, 756, 750]
- ranger-headline: Ο «Ραίηντζερ» φθάνει εἰς τὴν σελήνην: [439, 1151, 902, 1234]
- cardinale-body: ΡΩΜΗ, 30. (Ρώυτερ).— Διαρρῆκται εἰσῆλθον εἰς τὴν ἔπαυλιν τῆς ἠθοποιοῦ Κλαούντια Καρντινάλε εἰς προάστιον τῆς Ρώμης καὶ ἀφήρεσαν κοσμήματα, γούνας καὶ τὰ κινηματογραφικά της βραβεῖα. Τὴν κλοπὴν ἀντελήφθη ὁ ἀδελφός της.: [587, 1869, 755, 1980]
- teachers-headline: «ΘΑ ΚΕΡΔΙΘΗ Η ΜΑΧΗ ΤΗΣ ΠΑΙΔΕΙΑΣ» ΤΟΝΙΖΟΥΝ ΟΙ ΔΙΔΑΣΚΑΛΟΙ: [951, 265, 1132, 310]
- castro-body: ΠΟΛΙΣ ΤΟΥ ΜΕΞΙΚΟΥ, 30. (Ρώυτερ).— Αἱ μεξικανικαὶ ἀρχαὶ ἐχορήγησαν ἄσυλον εἰς τὴν ἀδελφὴν τοῦ Φιντὲλ Κάστρο, ἡ ὁποία ἐδήλωσεν ὅτι δὲν πρόκειται νὰ ἐπιστρέψῃ εἰς τὴν Κούβαν.: [948, 672, 1135, 745]
- brazil-kicker: Τρομερὸν ἔγκλημα εἰς Βραζιλίαν: [1240, 646, 1492, 664]
- kosmos-kicker: ΡΩΣΣΙΚΟΣ «ΚΟΣΜΟΣ»: [791, 1589, 903, 1600]
- elizabeth-headline: Η ΕΛΙΣΑΒΕΤ ΘΑ ΕΠΙΣΚΕΦΘΗ ΤΟΝ ΚΑΝΑΔΑΝ ΤΗΝ 11ΗΝ ΟΚΤΩΒΡΙΟΥ: [954, 1265, 1129, 1307]
- ranger-sub1: ΣΗΜΕΡΟΝ ΠΡΟΣΚΡΟΥΕΙ ΕΠ' ΑΥΤΗΣ ΚΑΙ ΛΑΜΒΑΝΕΙ ΦΩΤΟΓΡΑΦΙΑΣ ΤΗΣ: [415, 1240, 926, 1283]
- ranger-body: ΠΑΣΑΝΤΕΝΑ, Καλιφόρνια, 30. (Ρώυτερ).— Τὸ διαστημόπλοιον «Ραίηντζερ» συνεχίζει τὴν πορείαν του πρὸς τὴν σελήνην ἄνευ οὐδεμιᾶς παρεκκλίσεως. Ἀναμένεται νὰ προσκρούσῃ σήμερον εἰς τὴν ἐπιφάνειάν της (13.25 ὥρα Ἑλλάδος). Πρὸ τῆς προσκρούσεως θὰ λάβῃ χιλιάδας φωτογραφιῶν.: [587, 1355, 755, 1477]
- exams-body: ΑΘΗΝΑΙ, 30.— Μέχρι τῆς 15ης Νοεμβρίου, ὡς βεβαιοῦται, θὰ ἀνακοινωθοῦν τὰ ἀποτελέσματα τῶν εἰσαγωγικῶν ἐξετάσεων εἰς τὰ Πανεπιστήμια, ἡ ἐπεξεργασία τῶν ὁποίων θὰ γίνῃ διὰ μηχανογραφικοῦ συστήματος.: [948, 511, 1135, 597]
- hat-caption: Τὸ μαννεκὲν Σάντρα Ρόουελ, ἐπιδεικνύει καπέλλο ἀπὸ πτερὰ στρουθοκαμήλου, ἐπὶ τῇ ἐπιδείξει φθινοπωρινῆς καὶ χειμερινῆς μόδας, εἰς τὸ Λονδῖνον.: [1152, 608, 1580, 631]
- column-left: [6, 55, 398, 2312]
- bank-kicker: ΕΝΩΠΙΟΝ ΤΟΥ ΑΝΑΚΡΙΤΟΥ: [981, 61, 1102, 71]
- kollias-body: ΑΘΗΝΑΙ, 30.— Τὸ Σάββατον θὰ συζητηθῇ ἐνώπιον τοῦ συμβουλίου Ἐπικρατείας ἡ αἴτησις τοῦ κ. Κόλλια περὶ ἀναστολῆς τῆς ποινῆς ἐπιβληθείσης ὑπὸ τοῦ πειθαρχικοῦ συμβουλίου.: [10, 1036, 196, 1110]
- byline: ΤΖΩΝ ΓΚΟΝΤΕΡΙΚ: [807, 814, 889, 825]
- laos-body: ΟΥΑΣΙΓΚΤΩΝ, 30. (Ἀσσ. Πρές).— Αἱ Ἡνωμέναι Πολιτεῖαι θὰ ἀπαντήσουν ἐντὸς τῶν προσεχῶν ἡμερῶν εἰς τὴν σοβιετικὴν διακοίνωσιν διὰ τὸ Λάος.: [587, 2034, 756, 2108]
- laos-body2: ΟΥΑΣΙΓΚΤΩΝ, 30. (Ἀσσ. Πρές).— Αἱ συνομιλίαι διὰ τὸ Λάος παραμένουν εἰς στασιμότητα.: [764, 2050, 925, 2099]
- hormones-headline: Ἀμερικανὸς ἐπιστήμων ἐπέτυχε νὰ ἐξηγήση τὸν τρόπον δράσεως καὶ λειτουργίας τῶν ὁρμονῶν: [14, 784, 390, 903]
- china-sub1: συγκαλουμένης ὑπὸ τῆς Ρωσσίας: [484, 162, 858, 187]
- malta-headline: ΑΙ ΕΡΓΑΤΙΑΙ ΕΚ ΜΑΛΤΑΣ ΔΕΝ ΕΠΙΘΥΜΟΥΝ ΤΗΝ ΜΕΤΑΝΑΣΤΕΥΣΙΝ: [13, 1276, 193, 1316]
- safrica-body: ΓΚΡΑΧΑΜΣΤΑΟΥΝ, 30. (Ρώυτερ).— Τὸ δικαστήριον διέταξε τὴν σύλληψιν τῶν συνηγόρων ἐνίων κατηγορουμένων διὰ πολιτικὰ ἀδικήματα. Ἡ ἀπόφασις προεκάλεσε ζωηρὰς ἀντιδράσεις.: [948, 818, 1135, 892]
- mongolia-kicker: ΔΙΑΜΑΡΤΥΡΙΑ ΤΗΣ ΜΟΓΓΟΛΙΑΣ: [768, 733, 927, 743]
- boat-sub: 25 ΜΟΝΟΝ ΕΞΗΛΘΟΝ ΕΙΣ ΤΗΝ ΞΗΡΑΝ ΖΩΝΤΑΝΟΙ: [416, 1418, 571, 1438]
- jockey-body: ΜΟΣΧΑ, 30. (Ρώυτερ).— Ἡ ἐφημερὶς τῆς κομμουνιστικῆς νεολαίας καταγγέλλει ὅτι εἰς τὸν ἱππόδρομον τῆς Μόσχας διεξάγονται προσυνεννοημένοι ἀγῶνες ἐκ τῶν ὁποίων οἱ τζόκεϋ ἀποκομίζουν τεράστια κέρδη.: [1150, 1564, 1362, 1637]
- china-body-cont: Ἡ ἀπάντησις τοῦ Πεκίνου περιέχεται εἰς ἐπιστολὴν τῆς κεντρικῆς ἐπιτροπῆς τοῦ κινεζικοῦ κομμουνιστικοῦ κόμματος, ἀπευθυνομένην πρὸς τὴν ἀντίστοιχον τῆς Μόσχας. Ἡ ἐπιστολὴ χαρακτηρίζει τὴν προτεινομένην σύσκεψιν ὡς «διασπαστικὴν» καὶ τονίζει ὅτι ἡ Κίνα δὲν θὰ ἀναγνωρίσῃ τὰς ἀποφάσεις της. Ἡ Μόσχα εὑρίσκεται ἤδη πρὸ δεινοῦ διλήμματος: ἢ νὰ ἀναβάλῃ τὴν σύσκεψιν ἢ νὰ προχωρήσῃ χωρὶς τὴν συμμετοχὴν τοῦ Πεκίνου.: [764, 435, 931, 632]
- jockey-headline: ΤΕΡΑΣΤΙΑ ΚΕΡΔΗ ΑΠΟΚΟΜΙΖΟΥΝ ΟΙ ΤΖΟΚΕΫ ΕΙΣ ΤΗΝ ΜΟΣΧΑΝ ΕΚ ΠΡΟΣΥΝΕΝΝΟΗΜΕΝΩΝ ΑΓΩΝΩΝ: [1152, 1461, 1580, 1524]
- students-body: ΚΩΝΣΤΑΝΤΙΝΟΥΠΟΛΙΣ, 30. (Ρώυτερ).— Ἐσημειώθη ἐπεισόδια μεταξὺ φοιτητῶν καὶ ἀστυνομίας.: [1370, 992, 1581, 1028]
- cholera-headline: ΕΙΣ 124 ΑΝΗΛΘΟΝ ΤΑ ΘΥΜΑΤΑ ΤΗΣ ΧΟΛΕΡΑΣ ΤΗΝ ΜΑΛΑΙΣΙΑΝ: [420, 1649, 567, 1691]
- china-headline: Η ΚΙΝΑ ΔΕΝ ΘΑ ΜΕΤΑΣΧΗ ΣΥΝΔΙΑΣΚΕΨΕΩΣ ΤΩΝ Κ. Κ.: [415, 79, 926, 158]
